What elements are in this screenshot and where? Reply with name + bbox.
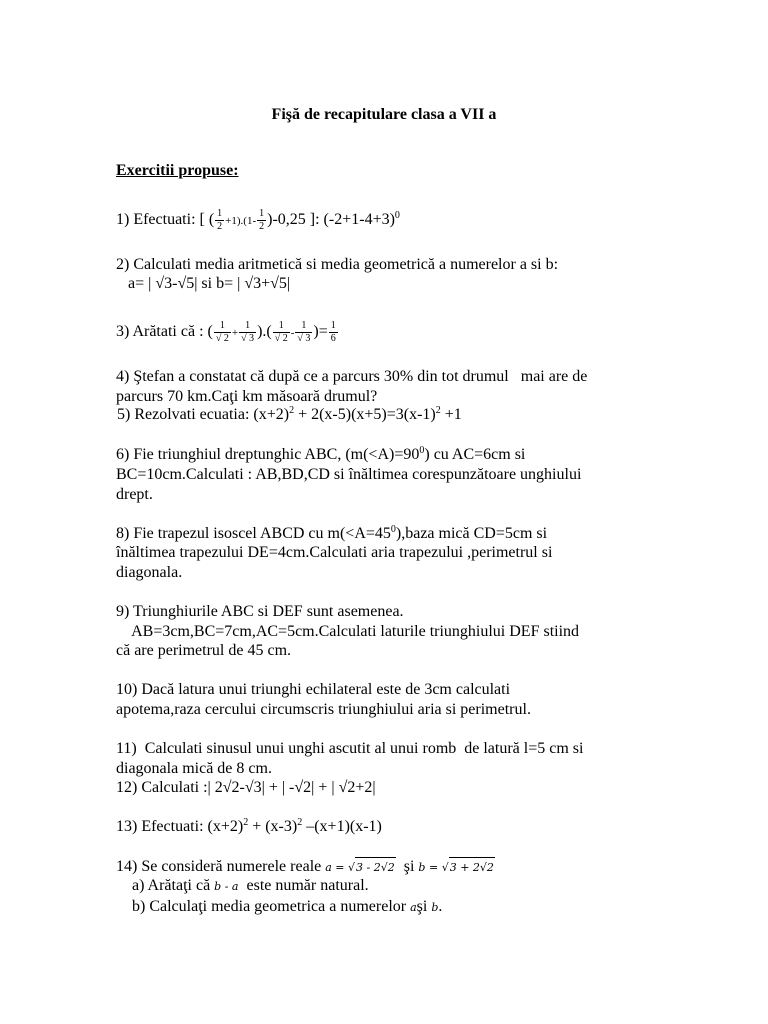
- exercise-4-line-1: 4) Ştefan a constatat că după ce a parcurs 30% din tot drumul mai are de: [116, 368, 588, 385]
- math-a-definition: a = √3 - 2√2: [325, 861, 396, 874]
- ex3-text-a: 3) Arătati că : (: [116, 323, 213, 341]
- ex8-text-b: ),baza mică CD=5cm si: [395, 525, 548, 542]
- fraction: $\frac{1}{√ 3}$: [241, 320, 255, 344]
- plus-sign: +: [231, 327, 239, 340]
- exercise-14-line-2: [116, 876, 369, 897]
- ex3-text-b: ).(: [257, 323, 272, 341]
- fraction: $\frac{1}{√ 3}$: [297, 320, 311, 344]
- ex5-text-b: + 2(x-5)(x+5)=3(x-1): [294, 406, 436, 423]
- exercise-14-line-1: [116, 857, 495, 878]
- exponent: 2: [435, 405, 441, 416]
- fraction: $\frac{1}{√ 2}$: [215, 320, 229, 344]
- exercise-12: 12) Calculati :| 2√2-√3| + | -√2| + | √2+2|: [116, 779, 376, 796]
- ex14-part-b-and: şi: [416, 898, 432, 915]
- ex8-text-a: 8) Fie trapezul isoscel ABCD cu m(<A=45: [116, 525, 391, 542]
- exercise-3: [116, 320, 339, 345]
- math-b-minus-a: b - a: [214, 880, 239, 893]
- ex6-text-a: 6) Fie triunghiul dreptunghic ABC, (m(<A)=90: [116, 446, 420, 463]
- ex5-text-a: 5) Rezolvati ecuatia: (x+2): [117, 406, 290, 423]
- exercise-6-line-1: [116, 445, 525, 465]
- fraction: $\frac{1}{6}$: [330, 320, 336, 344]
- ex3-text-c: )=: [313, 323, 328, 341]
- exercise-13: [116, 817, 382, 837]
- exercise-10-line-1: 10) Dacă latura unui triunghi echilateral este de 3cm calculati: [116, 681, 511, 698]
- exercise-1: [116, 208, 400, 233]
- exponent: 0: [419, 445, 425, 456]
- minus-sign: -: [290, 327, 295, 340]
- exercise-9-line-3: că are perimetrul de 45 cm.: [116, 642, 292, 659]
- page-title: Fişă de recapitulare clasa a VII a: [271, 106, 497, 123]
- math-b-definition: b = √3 + 2√2: [418, 861, 495, 874]
- math-a: a: [410, 901, 417, 914]
- fraction: $\frac{1}{2}$: [259, 208, 265, 232]
- exercise-2-line-2: a= | √3-√5| si b= | √3+√5|: [116, 275, 291, 292]
- exercise-4-line-2: parcurs 70 km.Caţi km măsoară drumul?: [116, 388, 378, 405]
- exercise-8-line-3: diagonala.: [116, 564, 183, 581]
- exercise-8-line-2: înăltimea trapezului DE=4cm.Calculati aria trapezului ,perimetrul si: [116, 544, 553, 561]
- ex1-text-b: +1).(1-: [225, 215, 257, 228]
- fraction: $\frac{1}{√ 2}$: [274, 320, 288, 344]
- exponent: 2: [243, 817, 249, 828]
- fraction: $\frac{1}{2}$: [217, 208, 223, 232]
- exercise-14-line-3: [116, 897, 442, 918]
- ex1-text-c: )-0,25 ]: (-2+1-4+3): [267, 211, 395, 229]
- ex14-part-b-text: b) Calculaţi media geometrica a numerelor: [116, 898, 411, 915]
- exercise-6-line-3: drept.: [116, 486, 153, 503]
- exercise-11-line-1: 11) Calculati sinusul unui unghi ascutit al unui romb de latură l=5 cm si: [116, 740, 584, 757]
- ex14-part-a-text: a) Arătaţi că: [116, 877, 215, 894]
- ex13-text-c: –(x+1)(x-1): [302, 818, 382, 835]
- exercise-6-line-2: BC=10cm.Calculati : AB,BD,CD si înăltimea corespunzătoare unghiului: [116, 466, 582, 483]
- ex13-text-b: + (x-3): [248, 818, 298, 835]
- exponent: 0: [390, 524, 396, 535]
- ex1-text-a: 1) Efectuati: [ (: [116, 211, 215, 229]
- exercise-8-line-1: [116, 524, 547, 544]
- exponent: 2: [289, 405, 295, 416]
- ex6-text-b: ) cu AC=6cm si: [424, 446, 526, 463]
- ex14-part-a-end: este număr natural.: [238, 877, 369, 894]
- ex5-text-c: +1: [440, 406, 462, 423]
- exponent: 0: [394, 210, 400, 222]
- ex13-text-a: 13) Efectuati: (x+2): [116, 818, 244, 835]
- exercise-9-line-2: AB=3cm,BC=7cm,AC=5cm.Calculati laturile triunghiului DEF stiind: [116, 623, 580, 640]
- exercise-10-line-2: apotema,raza cercului circumscris triunghiului aria si perimetrul.: [116, 701, 531, 718]
- exercise-11-line-2: diagonala mică de 8 cm.: [116, 760, 272, 777]
- exercise-2-line-1: 2) Calculati media aritmetică si media geometrică a numerelor a si b:: [116, 256, 559, 273]
- section-heading: Exercitii propuse:: [116, 162, 239, 179]
- ex14-text-a: 14) Se consideră numerele reale: [116, 858, 326, 875]
- math-b: b: [431, 901, 439, 914]
- exercise-9-line-1: 9) Triunghiurile ABC si DEF sunt asemenea.: [116, 603, 404, 620]
- exercise-5: [117, 405, 462, 425]
- ex14-text-b: şi: [395, 858, 419, 875]
- ex14-part-b-end: .: [438, 898, 443, 915]
- exponent: 2: [297, 817, 303, 828]
